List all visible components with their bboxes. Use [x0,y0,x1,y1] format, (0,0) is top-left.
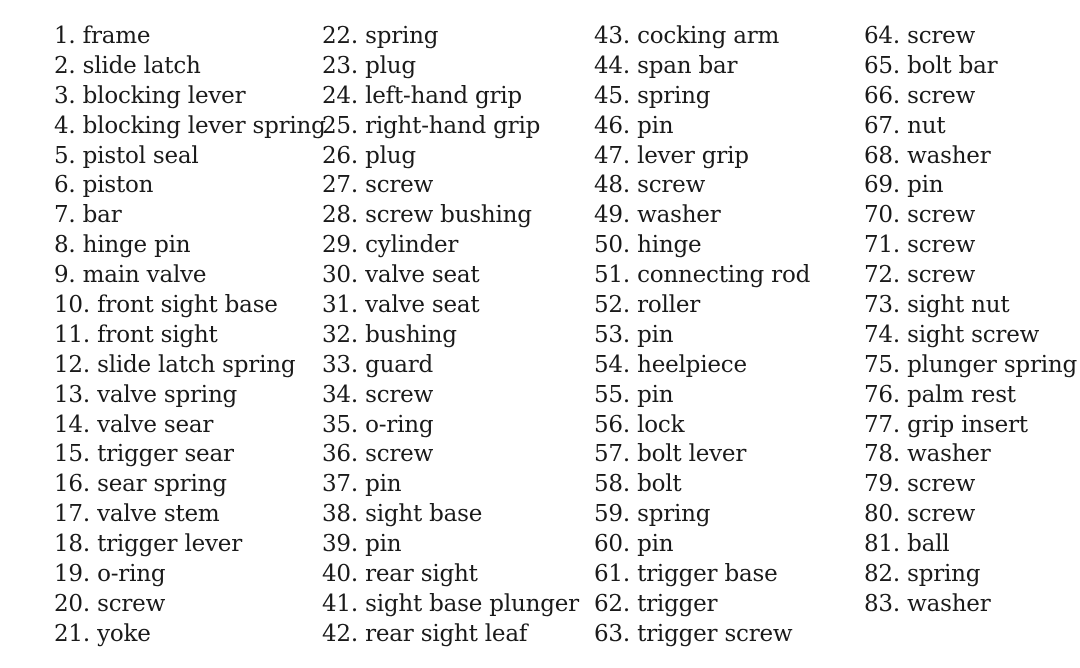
part-list-item: 43. cocking arm [594,23,780,49]
part-list-item: 77. grip insert [864,411,1028,438]
part-list-item: 73. sight nut [864,292,1010,319]
part-list-item: 35. o-ring [322,411,434,438]
part-list-item: 56. lock [594,411,685,438]
part-list-item: 46. pin [594,112,674,139]
part-list-item: 48. screw [594,172,706,199]
part-list-item: 70. screw [864,202,976,229]
part-list-item: 5. pistol seal [54,142,199,169]
part-list-item: 58. bolt [594,471,682,498]
part-list-item: 83. washer [864,590,991,617]
parts-column-4 [864,22,1077,620]
part-list-item: 82. spring [864,561,981,588]
part-list-item: 21. yoke [54,620,151,647]
part-list-item: 76. palm rest [864,381,1016,408]
part-list-item: 60. pin [594,531,674,558]
part-list-item: 78. washer [864,441,991,468]
part-list-item: 4. blocking lever spring [54,112,326,139]
parts-column-2 [322,22,579,650]
part-list-item: 50. hinge [594,232,702,259]
part-list-item: 6. piston [54,172,154,199]
part-list-item: 41. sight base plunger [322,590,579,617]
part-list-item: 9. main valve [54,262,207,289]
part-list-item: 1. frame [54,23,151,49]
part-list-item: 38. sight base [322,501,483,528]
part-list-item: 19. o-ring [54,561,166,588]
part-list-item: 72. screw [864,262,976,289]
part-list-item: 37. pin [322,471,402,498]
part-list-item: 62. trigger [594,590,718,617]
part-list-item: 11. front sight [54,321,218,348]
part-list-item: 51. connecting rod [594,262,811,289]
part-list-item: 45. spring [594,82,711,109]
part-list-item: 64. screw [864,23,976,49]
part-list-item: 81. ball [864,531,950,558]
part-list-item: 15. trigger sear [54,441,234,468]
part-list-item: 24. left-hand grip [322,82,522,109]
part-list-item: 66. screw [864,82,976,109]
part-list-item: 34. screw [322,381,434,408]
part-list-item: 36. screw [322,441,434,468]
part-list-item: 16. sear spring [54,471,227,498]
part-list-item: 42. rear sight leaf [322,620,528,647]
part-list-item: 23. plug [322,52,416,79]
part-list-item: 14. valve sear [54,411,214,438]
part-list-item: 30. valve seat [322,262,480,289]
part-list-item: 80. screw [864,501,976,528]
part-list-item: 49. washer [594,202,721,229]
part-list-item: 12. slide latch spring [54,351,296,378]
part-list-item: 13. valve spring [54,381,238,408]
part-list-item: 10. front sight base [54,292,278,319]
part-list-item: 3. blocking lever [54,82,246,109]
part-list-item: 8. hinge pin [54,232,191,259]
part-list-item: 59. spring [594,501,711,528]
part-list-item: 27. screw [322,172,434,199]
part-list-item: 40. rear sight [322,561,478,588]
part-list-item: 55. pin [594,381,674,408]
part-list-item: 17. valve stem [54,501,220,528]
part-list-item: 22. spring [322,23,439,49]
part-list-item: 65. bolt bar [864,52,998,79]
part-list-item: 54. heelpiece [594,351,747,378]
part-list-item: 53. pin [594,321,674,348]
parts-column-1 [54,22,326,650]
part-list-item: 39. pin [322,531,402,558]
part-list-item: 20. screw [54,590,166,617]
part-list-item: 47. lever grip [594,142,749,169]
part-list-item: 26. plug [322,142,416,169]
part-list-item: 18. trigger lever [54,531,243,558]
part-list-item: 2. slide latch [54,52,201,79]
part-list-item: 79. screw [864,471,976,498]
part-list-item: 69. pin [864,172,944,199]
part-list-item: 57. bolt lever [594,441,747,468]
part-list-item: 74. sight screw [864,321,1040,348]
part-list-item: 44. span bar [594,52,738,79]
part-list-item: 33. guard [322,351,434,378]
part-list-item: 25. right-hand grip [322,112,541,139]
parts-column-3 [594,22,810,650]
part-list-item: 63. trigger screw [594,620,793,647]
part-list-item: 71. screw [864,232,976,259]
part-list-item: 68. washer [864,142,991,169]
part-list-item: 7. bar [54,202,122,229]
part-list-item: 75. plunger spring [864,351,1078,378]
part-list-item: 28. screw bushing [322,202,532,229]
part-list-item: 31. valve seat [322,292,480,319]
part-list-item: 29. cylinder [322,232,459,259]
part-list-item: 67. nut [864,112,946,139]
part-list-item: 61. trigger base [594,561,778,588]
part-list-item: 32. bushing [322,321,457,348]
part-list-item: 52. roller [594,292,701,319]
